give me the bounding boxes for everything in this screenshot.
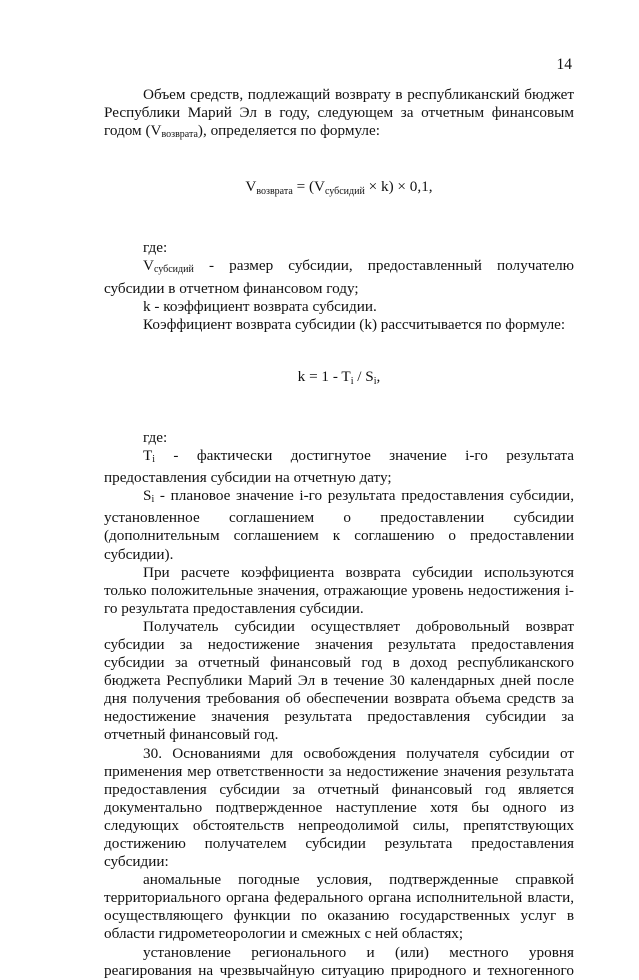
document-body (104, 86, 574, 980)
definition-v-subsidy (104, 257, 574, 297)
text-run: ), определяется по формуле: (197, 122, 380, 140)
formula-symbol: V (245, 178, 257, 196)
paragraph-positive-values: При расчете коэффициента возврата субсидии используются только положительные значения, отражающие уровень недостижения i-го результата предоставления субсидии. (104, 563, 574, 617)
subscript: i (152, 454, 156, 466)
subscript: i (151, 494, 155, 506)
formula-symbol: S (143, 487, 152, 505)
definition-text: - размер субсидии, предоставленный получателю субсидии в отчетном финансовом году; (104, 257, 574, 297)
formula-symbol: T (143, 447, 153, 465)
definition-s (104, 487, 574, 563)
formula-symbol: V (143, 257, 154, 275)
formula-part: = (V (292, 178, 325, 196)
text-run: Объем средств, подлежащий возврату в республиканский бюджет Республики Марий Эл в году, следующем за отчетным финансовым годом (V (104, 86, 574, 140)
formula-part: k = 1 - T (297, 367, 351, 385)
formula-part: / S (353, 367, 374, 385)
formula-k (104, 368, 574, 391)
definition-text: - плановое значение i-го результата предоставления субсидии, установленное соглашением о предоставлении субсидии (дополнительным соглашением к соглашению о предоставлении субсидии). (104, 487, 574, 563)
paragraph-30-grounds: 30. Основаниями для освобождения получателя субсидии от применения мер ответственности за недостижение значения результата предоставления субсидии за отчетный финансовый год является документально подтвержденное наступление хотя бы одного из следующих обстоятельств непреодолимой силы, препятствующих достижению получателем субсидии результата предоставления субсидии: (104, 744, 574, 871)
subscript: возврата (256, 186, 293, 198)
paragraph-voluntary-return: Получатель субсидии осуществляет добровольный возврат субсидии за недостижение значения результата предоставления субсидии за отчетный финансовый год в доход республиканского бюджета Республики Марий Эл в течение 30 календарных дней после дня получения требования об обеспечении возврата объема средств за недостижение значения результата предоставления субсидии за отчетный финансовый год. (104, 617, 574, 744)
paragraph-emergency: установление регионального и (или) местного уровня реагирования на чрезвычайную ситуацию природного и техногенного (104, 943, 574, 979)
formula-return-volume (104, 178, 574, 201)
definition-text: - фактически достигнутое значение i-го результата предоставления субсидии на отчетную дату; (104, 447, 574, 487)
k-intro: Коэффициент возврата субсидии (k) рассчитывается по формуле: (143, 315, 566, 333)
subscript: субсидий (153, 264, 194, 276)
where-label: где: (143, 239, 168, 257)
paragraph-return-volume (104, 86, 574, 144)
subscript: i (350, 375, 354, 387)
subscript: i (373, 375, 377, 387)
page-number: 14 (556, 56, 572, 73)
definition-k: k - коэффициент возврата субсидии. (143, 297, 377, 315)
formula-part: , (376, 367, 381, 385)
subscript: субсидий (324, 186, 365, 198)
where-label: где: (143, 428, 168, 446)
definition-t (104, 447, 574, 487)
subscript: возврата (161, 129, 198, 141)
paragraph-weather: аномальные погодные условия, подтвержденные справкой территориального органа федерального органа исполнительной власти, осуществляющего функции по оказанию государственных услуг в области гидрометеорологии и смежных с ней областях; (104, 871, 574, 943)
formula-part: × k) × 0,1, (364, 178, 433, 196)
